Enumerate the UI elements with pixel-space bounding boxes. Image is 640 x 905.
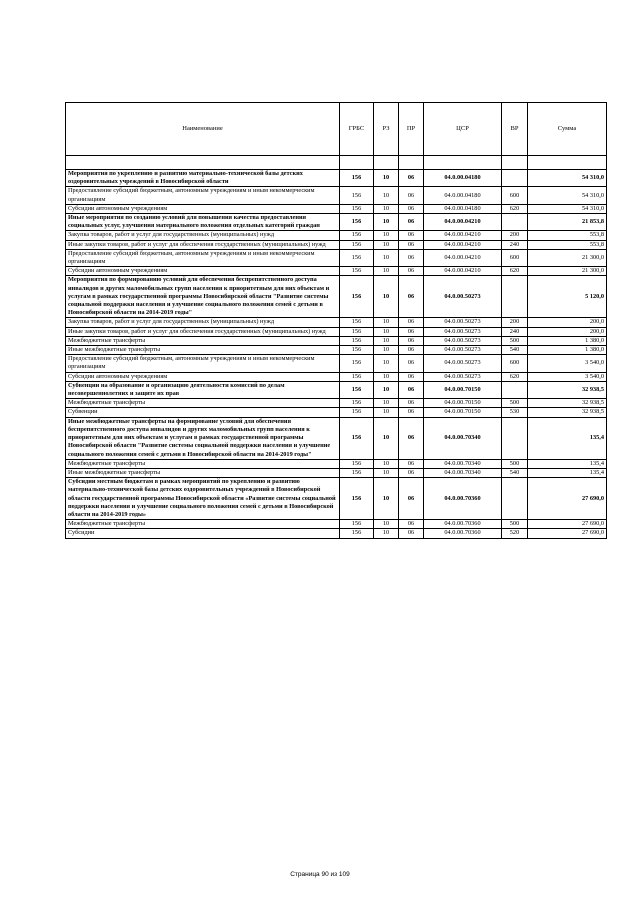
cell-vr: 200	[502, 318, 528, 327]
cell-name: Субсидии автономным учреждениям	[66, 372, 340, 381]
page-number: Страница 90 из 109	[290, 871, 350, 878]
cell-name: Закупка товаров, работ и услуг для государственных (муниципальных) нужд	[66, 318, 340, 327]
cell-pr: 06	[399, 399, 424, 408]
cell-name: Предоставление субсидий бюджетным, автономным учреждениям и иным некоммерческим организациям	[66, 187, 340, 204]
cell-grbs: 156	[340, 267, 374, 276]
cell-pr: 06	[399, 318, 424, 327]
cell-name: Субсидии местным бюджетам в рамках мероприятий по укреплению и развитию материально-технической базы детских оздоровительных учреждений в Новосибирской области государственной программы Новосибирской области «Развитие системы социальной поддержки населения и улучшение социального положения семей с детьми в Новосибирской области на 2014-2019 годы»	[66, 478, 340, 520]
cell-name: Предоставление субсидий бюджетным, автономным учреждениям и иным некоммерческим организациям	[66, 355, 340, 372]
cell-pr: 06	[399, 204, 424, 213]
table-row	[66, 529, 607, 538]
cell-rz: 10	[374, 214, 399, 231]
cell-grbs: 156	[340, 478, 374, 520]
cell-grbs: 156	[340, 346, 374, 355]
cell-pr: 06	[399, 459, 424, 468]
cell-rz: 10	[374, 381, 399, 398]
cell-name: Иные межбюджетные трансферты	[66, 346, 340, 355]
table-row	[66, 381, 607, 398]
table-row	[66, 318, 607, 327]
cell-sum: 135,4	[528, 417, 607, 459]
cell-rz: 10	[374, 187, 399, 204]
table-row	[66, 355, 607, 372]
cell-csr: 04.0.00.70340	[424, 459, 502, 468]
cell-rz: 10	[374, 372, 399, 381]
cell-name: Межбюджетные трансферты	[66, 520, 340, 529]
cell-pr: 06	[399, 249, 424, 266]
cell-vr: 200	[502, 231, 528, 240]
cell-vr: 540	[502, 468, 528, 477]
cell-sum: 54 310,0	[528, 187, 607, 204]
cell-csr: 04.0.00.50273	[424, 276, 502, 318]
cell-vr: 500	[502, 459, 528, 468]
table-row	[66, 468, 607, 477]
cell-pr: 06	[399, 468, 424, 477]
cell-name: Иные закупки товаров, работ и услуг для обеспечения государственных (муниципальных) нужд	[66, 327, 340, 336]
cell-vr: 500	[502, 399, 528, 408]
cell-name: Субсидии автономным учреждениям	[66, 267, 340, 276]
cell-rz: 10	[374, 355, 399, 372]
cell-vr: 620	[502, 372, 528, 381]
cell-sum: 54 310,0	[528, 170, 607, 187]
cell-grbs: 156	[340, 355, 374, 372]
cell-rz: 10	[374, 276, 399, 318]
cell-rz: 10	[374, 318, 399, 327]
table-row	[66, 204, 607, 213]
cell-vr	[502, 381, 528, 398]
cell-csr: 04.0.00.50273	[424, 372, 502, 381]
cell-csr: 04.0.00.50273	[424, 346, 502, 355]
cell-sum: 135,4	[528, 468, 607, 477]
cell-grbs: 156	[340, 529, 374, 538]
cell-rz: 10	[374, 417, 399, 459]
cell-csr: 04.0.00.04180	[424, 170, 502, 187]
cell-name: Закупка товаров, работ и услуг для государственных (муниципальных) нужд	[66, 231, 340, 240]
cell-sum: 27 690,0	[528, 520, 607, 529]
header-vr: ВР	[502, 103, 528, 156]
spacer-row	[66, 156, 607, 170]
cell-vr: 500	[502, 520, 528, 529]
cell-pr: 06	[399, 520, 424, 529]
cell-grbs: 156	[340, 276, 374, 318]
table-row	[66, 459, 607, 468]
cell-name: Иные межбюджетные трансферты	[66, 468, 340, 477]
cell-grbs: 156	[340, 240, 374, 249]
cell-name: Межбюджетные трансферты	[66, 336, 340, 345]
cell-pr: 06	[399, 267, 424, 276]
cell-name: Мероприятия по укреплению и развитию материально-технической базы детских оздоровительных учреждений в Новосибирской области	[66, 170, 340, 187]
cell-rz: 10	[374, 170, 399, 187]
cell-csr: 04.0.00.70150	[424, 399, 502, 408]
table-row	[66, 478, 607, 520]
header-pr: ПР	[399, 103, 424, 156]
cell-pr: 06	[399, 478, 424, 520]
cell-name: Межбюджетные трансферты	[66, 459, 340, 468]
cell-vr: 520	[502, 529, 528, 538]
cell-csr: 04.0.00.70150	[424, 381, 502, 398]
cell-csr: 04.0.00.04210	[424, 240, 502, 249]
cell-csr: 04.0.00.50273	[424, 355, 502, 372]
cell-sum: 54 310,0	[528, 204, 607, 213]
cell-grbs: 156	[340, 408, 374, 417]
cell-sum: 21 853,8	[528, 214, 607, 231]
table-row	[66, 276, 607, 318]
header-name: Наименование	[66, 103, 340, 156]
cell-pr: 06	[399, 417, 424, 459]
cell-pr: 06	[399, 187, 424, 204]
cell-sum: 21 300,0	[528, 249, 607, 266]
cell-sum: 32 938,5	[528, 399, 607, 408]
cell-name: Субвенции	[66, 408, 340, 417]
cell-csr: 04.0.00.50273	[424, 318, 502, 327]
cell-name: Мероприятия по формированию условий для обеспечения беспрепятственного доступа инвалидов и других маломобильных групп населения к приоритетным для них объектам и услугам в рамках государственной программы Новосибирской области "Развитие системы социальной поддержки населения и улучшение социального положения семей с детьми в Новосибирской области на 2014-2019 годы"	[66, 276, 340, 318]
cell-pr: 06	[399, 240, 424, 249]
cell-pr: 06	[399, 327, 424, 336]
table-row	[66, 187, 607, 204]
cell-grbs: 156	[340, 204, 374, 213]
cell-rz: 10	[374, 231, 399, 240]
cell-sum: 553,8	[528, 231, 607, 240]
cell-vr: 600	[502, 249, 528, 266]
cell-sum: 3 540,0	[528, 372, 607, 381]
cell-grbs: 156	[340, 468, 374, 477]
cell-sum: 200,0	[528, 327, 607, 336]
cell-rz: 10	[374, 327, 399, 336]
cell-sum: 32 938,5	[528, 408, 607, 417]
cell-grbs: 156	[340, 399, 374, 408]
cell-name: Иные закупки товаров, работ и услуг для обеспечения государственных (муниципальных) нужд	[66, 240, 340, 249]
cell-pr: 06	[399, 372, 424, 381]
cell-pr: 06	[399, 276, 424, 318]
cell-rz: 10	[374, 240, 399, 249]
header-grbs: ГРБС	[340, 103, 374, 156]
cell-vr: 540	[502, 346, 528, 355]
table-body	[66, 170, 607, 539]
cell-name: Предоставление субсидий бюджетным, автономным учреждениям и иным некоммерческим организациям	[66, 249, 340, 266]
cell-rz: 10	[374, 346, 399, 355]
cell-csr: 04.0.00.70360	[424, 529, 502, 538]
cell-sum: 1 380,0	[528, 346, 607, 355]
cell-sum: 200,0	[528, 318, 607, 327]
cell-grbs: 156	[340, 336, 374, 345]
table-row	[66, 249, 607, 266]
cell-sum: 5 120,0	[528, 276, 607, 318]
cell-pr: 06	[399, 346, 424, 355]
table-row	[66, 327, 607, 336]
cell-csr: 04.0.00.04210	[424, 231, 502, 240]
table-row	[66, 336, 607, 345]
cell-csr: 04.0.00.70360	[424, 520, 502, 529]
cell-csr: 04.0.00.70340	[424, 468, 502, 477]
cell-vr	[502, 170, 528, 187]
cell-pr: 06	[399, 231, 424, 240]
cell-vr: 500	[502, 336, 528, 345]
cell-csr: 04.0.00.70360	[424, 478, 502, 520]
header-rz: РЗ	[374, 103, 399, 156]
table-row	[66, 231, 607, 240]
cell-rz: 10	[374, 204, 399, 213]
cell-rz: 10	[374, 399, 399, 408]
cell-vr: 530	[502, 408, 528, 417]
cell-rz: 10	[374, 267, 399, 276]
cell-rz: 10	[374, 520, 399, 529]
header-csr: ЦСР	[424, 103, 502, 156]
cell-name: Субвенции на образование и организацию деятельности комиссий по делам несовершеннолетних и защите их прав	[66, 381, 340, 398]
cell-grbs: 156	[340, 381, 374, 398]
cell-csr: 04.0.00.04210	[424, 249, 502, 266]
table-row	[66, 267, 607, 276]
table-row	[66, 346, 607, 355]
cell-vr	[502, 417, 528, 459]
table-row	[66, 408, 607, 417]
cell-csr: 04.0.00.70150	[424, 408, 502, 417]
cell-rz: 10	[374, 478, 399, 520]
cell-sum: 135,4	[528, 459, 607, 468]
cell-rz: 10	[374, 459, 399, 468]
cell-pr: 06	[399, 355, 424, 372]
table-row	[66, 214, 607, 231]
cell-pr: 06	[399, 336, 424, 345]
cell-grbs: 156	[340, 372, 374, 381]
cell-pr: 06	[399, 529, 424, 538]
cell-name: Иные межбюджетные трансферты на формирование условий для обеспечения беспрепятственного доступа инвалидов и других маломобильных групп населения к приоритетным для них объектам и услугам в рамках государственной программы Новосибирской области "Развитие системы социальной поддержки населения и улучшение социального положения семей с детьми в Новосибирской области на 2014-2019 годы"	[66, 417, 340, 459]
cell-sum: 27 690,0	[528, 478, 607, 520]
header-sum: Сумма	[528, 103, 607, 156]
cell-rz: 10	[374, 249, 399, 266]
cell-pr: 06	[399, 381, 424, 398]
table-row	[66, 372, 607, 381]
table-row	[66, 170, 607, 187]
cell-vr	[502, 276, 528, 318]
cell-grbs: 156	[340, 187, 374, 204]
budget-table	[65, 102, 607, 539]
cell-grbs: 156	[340, 249, 374, 266]
cell-name: Межбюджетные трансферты	[66, 399, 340, 408]
cell-grbs: 156	[340, 214, 374, 231]
cell-sum: 3 540,0	[528, 355, 607, 372]
cell-csr: 04.0.00.04210	[424, 214, 502, 231]
cell-sum: 27 690,0	[528, 529, 607, 538]
cell-grbs: 156	[340, 231, 374, 240]
cell-name: Субсидии автономным учреждениям	[66, 204, 340, 213]
table-row	[66, 520, 607, 529]
cell-pr: 06	[399, 170, 424, 187]
cell-grbs: 156	[340, 170, 374, 187]
cell-grbs: 156	[340, 318, 374, 327]
cell-grbs: 156	[340, 327, 374, 336]
cell-rz: 10	[374, 408, 399, 417]
cell-csr: 04.0.00.50273	[424, 336, 502, 345]
cell-rz: 10	[374, 336, 399, 345]
cell-pr: 06	[399, 408, 424, 417]
cell-vr	[502, 214, 528, 231]
cell-vr: 600	[502, 187, 528, 204]
cell-grbs: 156	[340, 459, 374, 468]
cell-sum: 1 380,0	[528, 336, 607, 345]
cell-csr: 04.0.00.50273	[424, 327, 502, 336]
cell-name: Субсидии	[66, 529, 340, 538]
cell-rz: 10	[374, 529, 399, 538]
cell-csr: 04.0.00.04210	[424, 267, 502, 276]
cell-vr: 620	[502, 204, 528, 213]
cell-csr: 04.0.00.70340	[424, 417, 502, 459]
cell-vr: 600	[502, 355, 528, 372]
table-row	[66, 240, 607, 249]
cell-sum: 32 938,5	[528, 381, 607, 398]
cell-grbs: 156	[340, 417, 374, 459]
table-row	[66, 417, 607, 459]
cell-vr	[502, 478, 528, 520]
table-row	[66, 399, 607, 408]
cell-vr: 240	[502, 327, 528, 336]
cell-rz: 10	[374, 468, 399, 477]
cell-sum: 553,8	[528, 240, 607, 249]
cell-csr: 04.0.00.04180	[424, 204, 502, 213]
cell-sum: 21 300,0	[528, 267, 607, 276]
cell-csr: 04.0.00.04180	[424, 187, 502, 204]
cell-vr: 620	[502, 267, 528, 276]
cell-grbs: 156	[340, 520, 374, 529]
cell-name: Иные мероприятия по созданию условий для повышения качества предоставления социальных услуг, улучшения материального положения отдельных категорий граждан	[66, 214, 340, 231]
table-header-row	[66, 103, 607, 156]
cell-pr: 06	[399, 214, 424, 231]
cell-vr: 240	[502, 240, 528, 249]
